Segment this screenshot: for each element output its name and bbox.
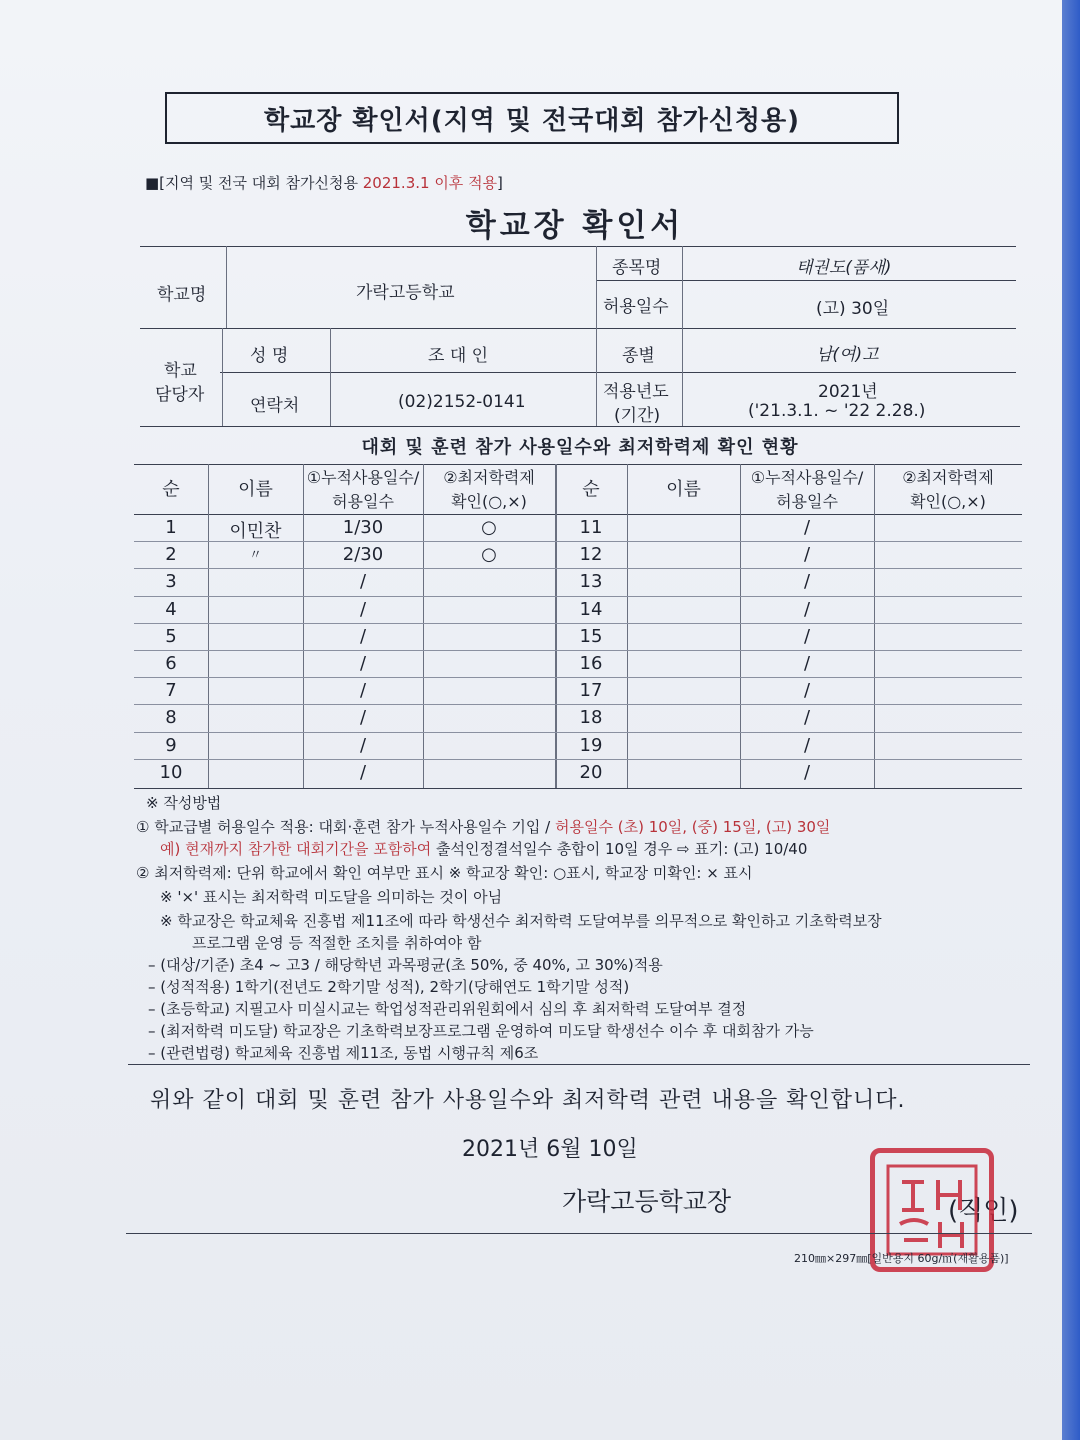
info-line — [140, 328, 1016, 329]
note-line-2-red: 예) 현재까지 참가한 대회기간을 포함하여 — [160, 840, 432, 858]
footer-line — [126, 1233, 1032, 1234]
note-line-11: – (관련법령) 학교체육 진흥법 제11조, 동법 시행규칙 제6조 — [148, 1044, 539, 1062]
note-line-9: – (초등학교) 지필고사 미실시교는 학업성적관리위원회에서 심의 후 최저학력 도달여부 결정 — [148, 1000, 747, 1018]
table-row-line — [134, 732, 1022, 733]
table-cell-no: 10 — [159, 762, 183, 783]
table-cell-no: 11 — [579, 517, 603, 538]
note-line-1-text: ① 학교급별 허용일수 적용: 대회·훈련 참가 누적사용일수 기입 / — [136, 818, 555, 836]
header-days: ①누적사용일수/ — [306, 468, 420, 487]
note-line-10: – (최저학력 미도달) 학교장은 기초학력보장프로그램 운영하여 미도달 학생선수 이수 후 대회참가 가능 — [148, 1022, 814, 1040]
info-line — [220, 372, 1016, 373]
info-border-bottom — [140, 426, 1020, 427]
table-cell-days: 1/30 — [342, 517, 384, 538]
header-no: 순 — [162, 479, 180, 500]
table-cell-name: 〃 — [248, 548, 262, 563]
table-cell-no: 16 — [579, 653, 603, 674]
table-cell-check: ○ — [481, 544, 497, 565]
notes-border-bottom — [128, 1064, 1030, 1065]
table-cell-no: 17 — [579, 680, 603, 701]
table-cell-days: / — [359, 735, 367, 756]
table-cell-no: 18 — [579, 707, 603, 728]
table-cell-days: / — [359, 571, 367, 592]
table-cell-no: 15 — [579, 626, 603, 647]
table-row-line — [134, 650, 1022, 651]
contact-value: (02)2152-0141 — [398, 392, 526, 412]
notes-heading: ※ 작성방법 — [146, 794, 222, 812]
issuer-name: 가락고등학교장 — [562, 1187, 732, 1216]
table-cell-no: 7 — [165, 680, 177, 701]
table-cell-no: 19 — [579, 735, 603, 756]
name-value: 조 대 인 — [428, 346, 489, 366]
note-line-8: – (성적적용) 1학기(전년도 2학기말 성적), 2학기(당해연도 1학기말 성적) — [148, 978, 630, 996]
header-no-right: 순 — [582, 479, 600, 500]
subheading-suffix: ] — [497, 174, 503, 192]
section-title: 대회 및 훈련 참가 사용일수와 최저학력제 확인 현황 — [361, 437, 799, 458]
table-cell-days: / — [803, 571, 811, 592]
gender-value: 남(여)고 — [816, 345, 879, 365]
contact-label: 연락처 — [250, 396, 300, 416]
table-border-bottom — [134, 788, 1022, 789]
subheading-date: 2021.3.1 이후 적용 — [362, 174, 498, 192]
table-row-line — [134, 623, 1022, 624]
table-cell-days: / — [359, 680, 367, 701]
table-divider — [627, 464, 628, 788]
table-cell-days: / — [359, 707, 367, 728]
header-check: ②최저학력제 — [443, 468, 535, 487]
year-value: 2021년 — [818, 382, 878, 402]
table-row-line — [134, 759, 1022, 760]
table-row-line — [134, 568, 1022, 569]
gender-label: 종별 — [622, 346, 655, 366]
table-cell-days: / — [359, 653, 367, 674]
table-cell-days: / — [803, 735, 811, 756]
table-cell-no: 4 — [165, 599, 177, 620]
note-line-5: ※ 학교장은 학교체육 진흥법 제11조에 따라 학생선수 최저학력 도달여부를 의무적으로 확인하고 기초학력보장 — [160, 912, 882, 930]
seal-glyph-icon — [882, 1160, 982, 1260]
table-cell-no: 2 — [165, 544, 177, 565]
table-divider — [208, 464, 209, 788]
manager-label: 학교 — [164, 361, 197, 381]
info-divider — [682, 246, 683, 426]
year-value-period: ('21.3.1. ~ '22 2.28.) — [748, 401, 926, 421]
table-cell-no: 9 — [165, 735, 177, 756]
note-line-7: – (대상/기준) 초4 ~ 고3 / 해당학년 과목평균(초 50%, 중 40%, 고 30%)적용 — [148, 956, 663, 974]
note-line-1 — [136, 816, 830, 837]
year-label-period: (기간) — [614, 406, 661, 426]
subheading — [145, 172, 503, 193]
note-line-2-text: 출석인정결석일수 총합이 10일 경우 ⇨ 표기: (고) 10/40 — [431, 840, 808, 858]
info-line — [596, 280, 1016, 281]
school-value: 가락고등학교 — [356, 283, 455, 303]
table-header-line — [134, 514, 1022, 515]
note-line-1-red: 허용일수 (초) 10일, (중) 15일, (고) 30일 — [555, 818, 831, 836]
table-border-top — [134, 464, 1022, 465]
year-label: 적용년도 — [603, 382, 669, 402]
table-cell-name: 이민찬 — [229, 521, 282, 542]
event-label: 종목명 — [612, 258, 662, 278]
header-name-right: 이름 — [666, 479, 701, 500]
header-days-right: ①누적사용일수/ — [750, 468, 864, 487]
table-cell-no: 5 — [165, 626, 177, 647]
info-divider — [330, 328, 331, 426]
header-days-sub-right: 허용일수 — [776, 492, 838, 511]
table-cell-days: / — [803, 517, 811, 538]
confirmation-text: 위와 같이 대회 및 훈련 참가 사용일수와 최저학력 관련 내용을 확인합니다. — [150, 1088, 906, 1113]
note-line-6: 프로그램 운영 등 적절한 조치를 취하여야 함 — [192, 934, 482, 952]
table-cell-days: / — [803, 599, 811, 620]
name-label: 성 명 — [250, 346, 289, 366]
table-cell-days: / — [803, 653, 811, 674]
table-cell-days: 2/30 — [342, 544, 384, 565]
table-cell-no: 3 — [165, 571, 177, 592]
table-cell-days: / — [359, 599, 367, 620]
header-days-sub: 허용일수 — [332, 492, 394, 511]
header-check-right: ②최저학력제 — [902, 468, 994, 487]
main-title: 학교장 확인서 — [465, 208, 685, 244]
info-divider — [226, 246, 227, 328]
info-divider — [596, 246, 597, 426]
event-value: 태권도(품새) — [796, 258, 892, 278]
info-divider — [222, 328, 223, 426]
table-cell-no: 8 — [165, 707, 177, 728]
table-cell-days: / — [359, 626, 367, 647]
note-line-2 — [160, 838, 807, 859]
table-cell-no: 12 — [579, 544, 603, 565]
manager-label: 담당자 — [155, 385, 205, 405]
issue-date: 2021년 6월 10일 — [462, 1137, 638, 1162]
table-cell-days: / — [803, 544, 811, 565]
table-cell-no: 20 — [579, 762, 603, 783]
table-row-line — [134, 596, 1022, 597]
header-check-sub: 확인(○,×) — [451, 492, 527, 511]
note-line-3: ② 최저학력제: 단위 학교에서 확인 여부만 표시 ※ 학교장 확인: ○표시, 학교장 미확인: × 표시 — [136, 864, 753, 882]
seal-mark: (직인) — [948, 1196, 1019, 1226]
banner-title: 학교장 확인서(지역 및 전국대회 참가신청용) — [165, 92, 899, 144]
table-cell-no: 6 — [165, 653, 177, 674]
table-cell-no: 14 — [579, 599, 603, 620]
school-label: 학교명 — [157, 285, 207, 305]
table-cell-days: / — [803, 626, 811, 647]
header-name: 이름 — [238, 479, 273, 500]
table-cell-days: / — [803, 762, 811, 783]
allowed-days-label: 허용일수 — [603, 297, 669, 317]
table-cell-days: / — [803, 707, 811, 728]
subheading-prefix: ■[지역 및 전국 대회 참가신청용 — [145, 174, 363, 192]
paper-spec-footer: 210㎜×297㎜[일반용지 60g/㎡(재활용품)] — [794, 1252, 1009, 1265]
table-cell-check: ○ — [481, 517, 497, 538]
allowed-days-value: (고) 30일 — [816, 299, 890, 319]
table-row-line — [134, 677, 1022, 678]
header-check-sub-right: 확인(○,×) — [910, 492, 986, 511]
table-cell-days: / — [803, 680, 811, 701]
note-line-4: ※ '×' 표시는 최저학력 미도달을 의미하는 것이 아님 — [160, 888, 503, 906]
table-cell-days: / — [359, 762, 367, 783]
info-border-top — [140, 246, 1016, 247]
table-cell-no: 13 — [579, 571, 603, 592]
table-row-line — [134, 704, 1022, 705]
table-cell-no: 1 — [165, 517, 177, 538]
